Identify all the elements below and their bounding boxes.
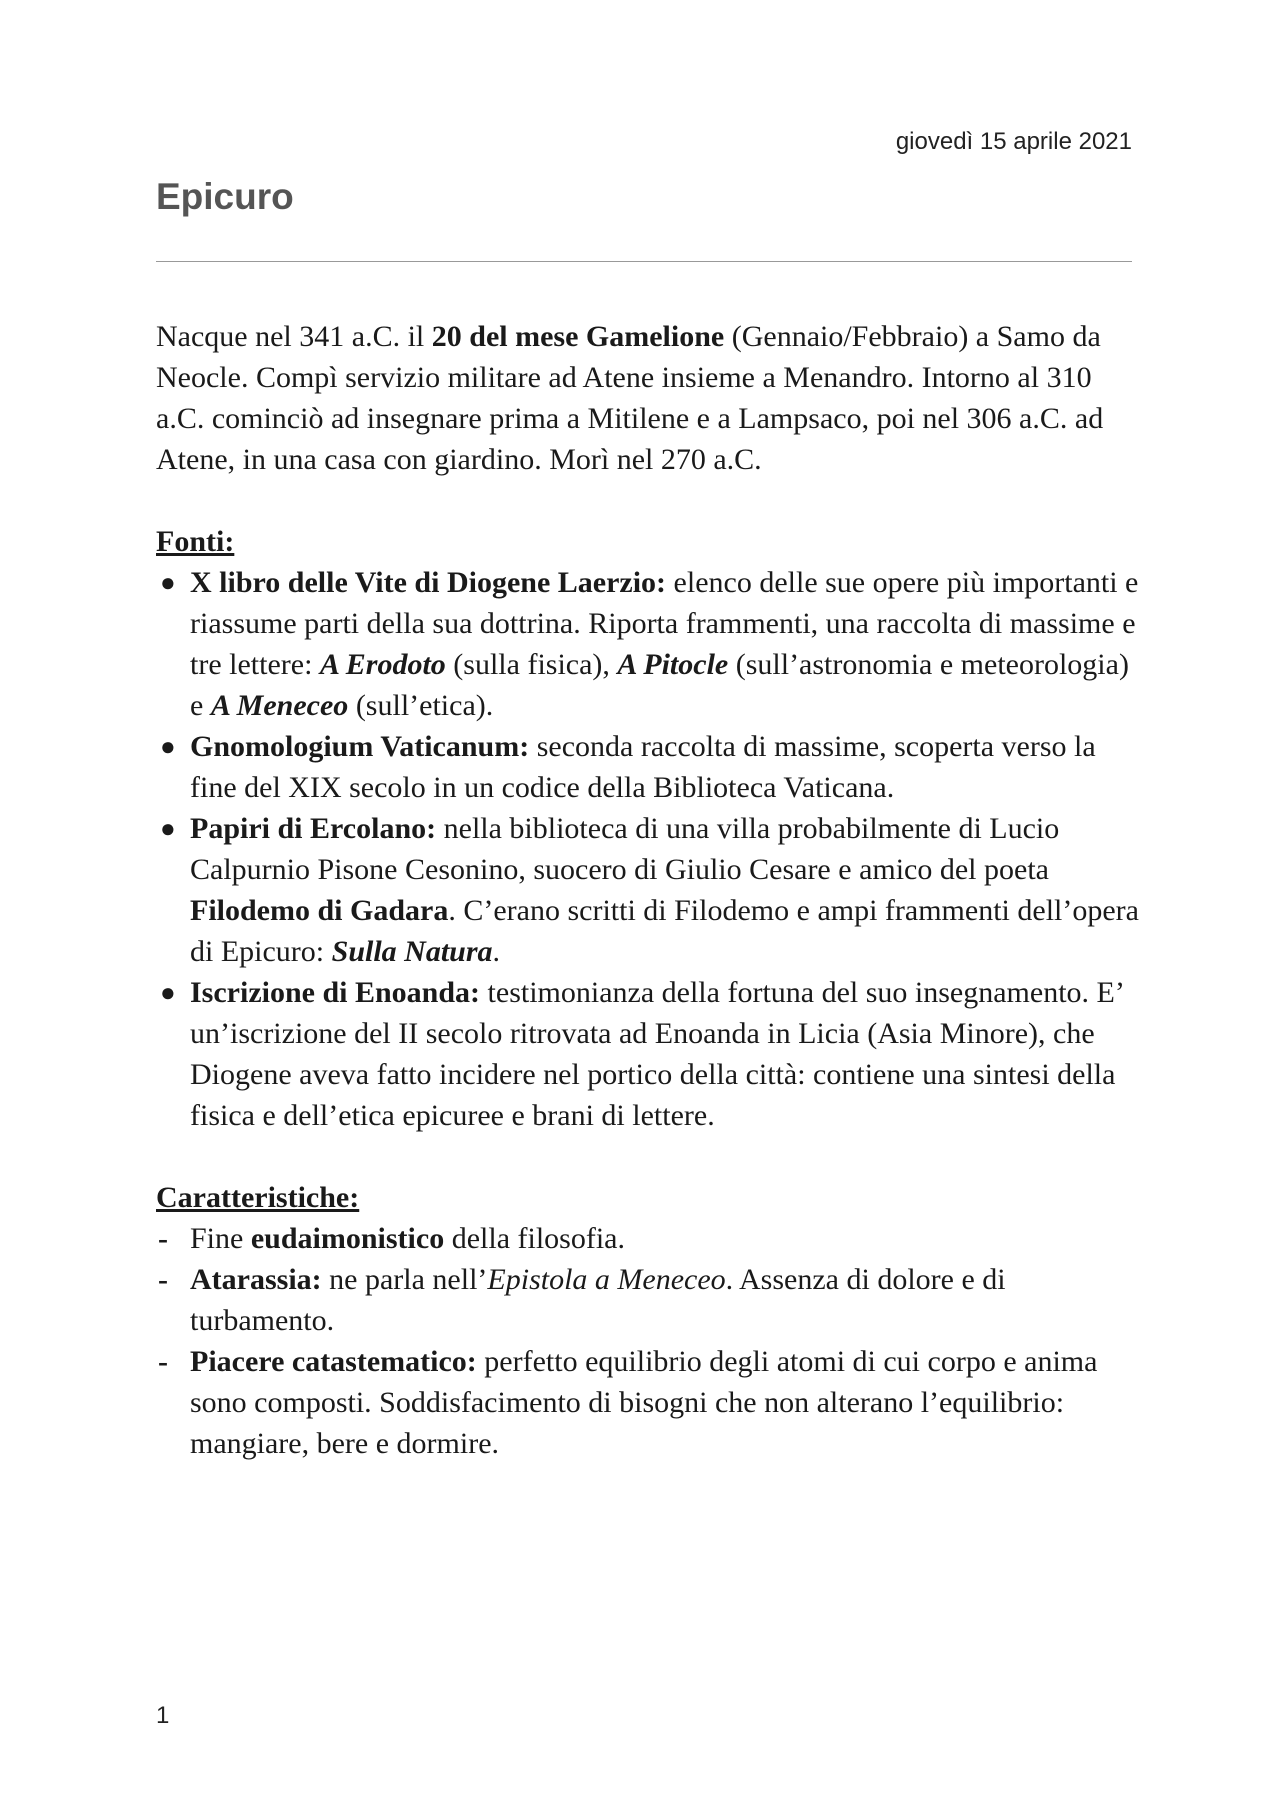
page-title: Epicuro xyxy=(156,176,294,217)
dash-icon: - xyxy=(158,1345,168,1378)
list-item xyxy=(156,972,1146,1136)
item-text: . xyxy=(492,935,501,968)
document-date: giovedì 15 aprile 2021 xyxy=(895,128,1132,155)
item-term: Iscrizione di Enoanda: xyxy=(190,976,481,1009)
item-text: (sull’etica). xyxy=(348,689,494,722)
item-text: Fine xyxy=(190,1222,251,1255)
list-item xyxy=(156,562,1146,726)
item-term: Papiri di Ercolano: xyxy=(190,812,437,845)
item-text: nella biblioteca di una villa probabilmente di Lucio Calpurnio Pisone Cesonino, suocero di Giulio Cesare e amico del poeta xyxy=(190,812,1060,886)
document-body xyxy=(156,316,1146,1464)
section-heading-caratteristiche: Caratteristiche: xyxy=(156,1181,360,1214)
item-bold: Filodemo di Gadara xyxy=(190,894,449,927)
list-item xyxy=(156,726,1146,808)
item-text: testimonianza della fortuna del suo insegnamento. E’ un’iscrizione del II secolo ritrovata ad Enoanda in Licia (Asia Minore), che Diogene aveva fatto incidere nel portico della città: contiene una sintesi della fisica e dell’etica epicuree e brani di lettere. xyxy=(190,976,1123,1132)
work-title: A Pitocle xyxy=(617,648,729,681)
section-heading-fonti: Fonti: xyxy=(156,525,235,558)
intro-text: Nacque nel 341 a.C. il xyxy=(156,320,432,353)
intro-bold: 20 del mese Gamelione xyxy=(431,320,725,353)
work-title: A Meneceo xyxy=(210,689,349,722)
fonti-list xyxy=(156,562,1146,1136)
page-number: 1 xyxy=(156,1702,170,1729)
work-title: A Erodoto xyxy=(319,648,446,681)
spacer xyxy=(156,480,1146,521)
item-text: elenco delle sue opere più importanti e riassume parti della sua dottrina. Riporta frammenti, una raccolta di massime e tre lettere: xyxy=(190,566,1139,681)
intro-text: (Gennaio/Febbraio) a Samo da Neocle. Compì servizio militare ad Atene insieme a Menandro. Intorno al 310 a.C. cominciò ad insegnare prima a Mitilene e a Lampsaco, poi nel 306 a.C. ad Atene, in una casa con giardino. Morì nel 270 a.C. xyxy=(156,320,1104,476)
list-item xyxy=(156,808,1146,972)
item-text: della filosofia. xyxy=(444,1222,625,1255)
bullet-icon: ● xyxy=(160,978,176,1007)
caratteristiche-list xyxy=(156,1218,1146,1464)
item-term: Atarassia: xyxy=(190,1263,322,1296)
item-text: (sull’astronomia e meteorologia) e xyxy=(190,648,1129,722)
item-term: Piacere catastematico: xyxy=(190,1345,477,1378)
bullet-icon: ● xyxy=(160,568,176,597)
list-item xyxy=(156,1259,1146,1341)
item-term: Gnomologium Vaticanum: xyxy=(190,730,530,763)
item-text: ne parla nell’ xyxy=(321,1263,488,1296)
work-title: Sulla Natura xyxy=(331,935,493,968)
bullet-icon: ● xyxy=(160,814,176,843)
bullet-icon: ● xyxy=(160,732,176,761)
item-text: perfetto equilibrio degli atomi di cui corpo e anima sono composti. Soddisfacimento di bisogni che non alterano l’equilibrio: mangiare, bere e dormire. xyxy=(190,1345,1098,1460)
dash-icon: - xyxy=(158,1263,168,1296)
item-text: . Assenza di dolore e di turbamento. xyxy=(190,1263,1006,1337)
item-text: seconda raccolta di massime, scoperta verso la fine del XIX secolo in un codice della Biblioteca Vaticana. xyxy=(190,730,1096,804)
item-text: (sulla fisica), xyxy=(445,648,618,681)
work-title: Epistola a Meneceo xyxy=(487,1263,726,1296)
item-text: . C’erano scritti di Filodemo e ampi frammenti dell’opera di Epicuro: xyxy=(190,894,1139,968)
dash-icon: - xyxy=(158,1222,168,1255)
list-item xyxy=(156,1341,1146,1464)
spacer xyxy=(156,1136,1146,1177)
intro-paragraph xyxy=(156,316,1146,480)
list-item xyxy=(156,1218,1146,1259)
item-term: X libro delle Vite di Diogene Laerzio: xyxy=(190,566,667,599)
item-term: eudaimonistico xyxy=(250,1222,445,1255)
title-divider xyxy=(156,261,1132,262)
